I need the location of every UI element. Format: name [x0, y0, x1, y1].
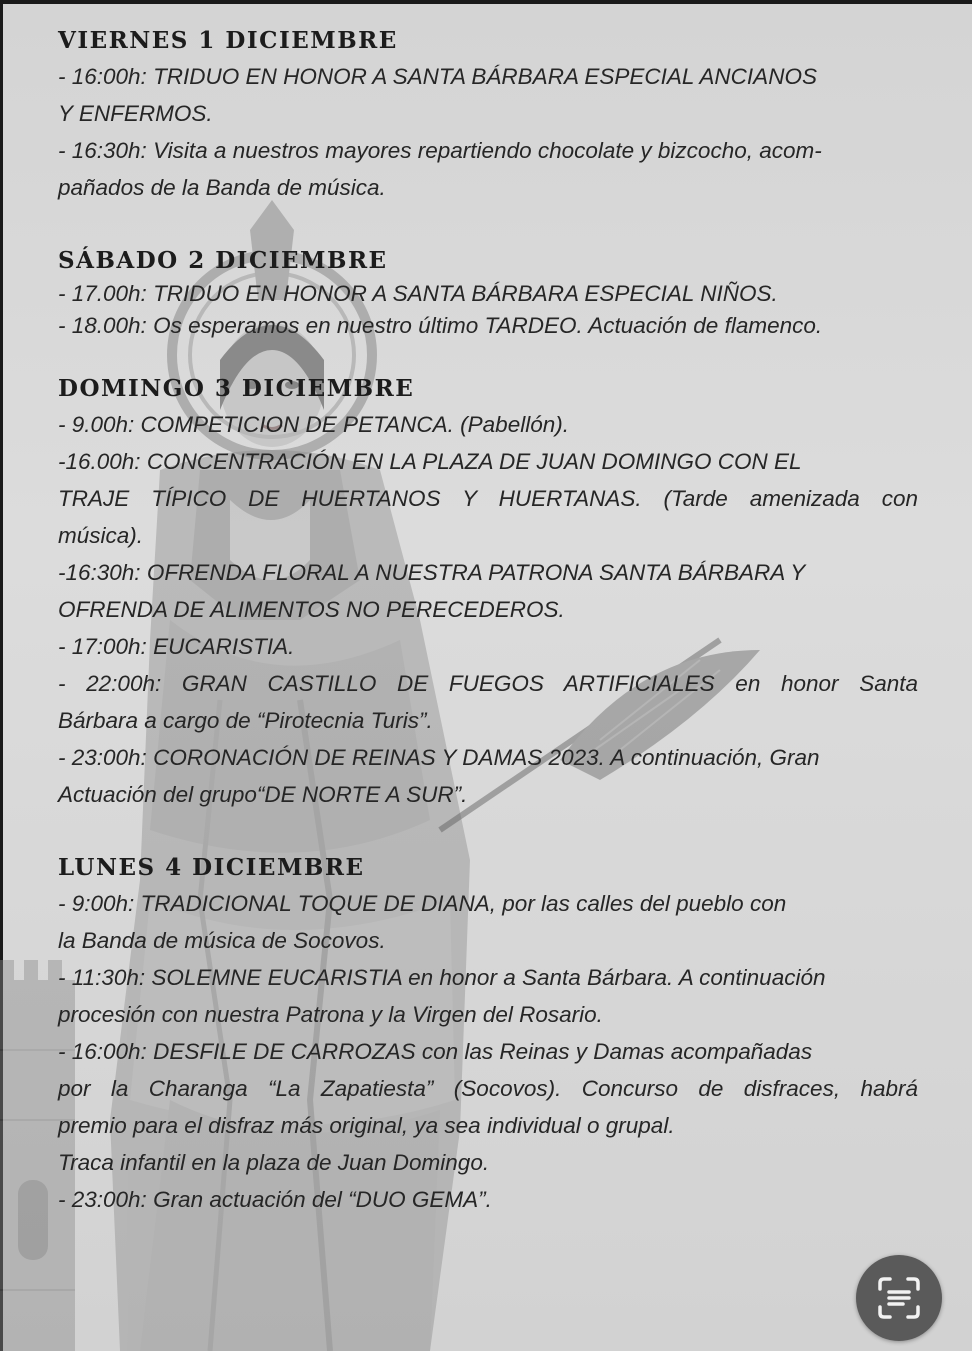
- event-line: - 9:00h: TRADICIONAL TOQUE DE DIANA, por las calles del pueblo con: [58, 891, 787, 916]
- event-line: por la Charanga “La Zapatiesta” (Socovos). Concurso de disfraces, habrá: [58, 1076, 918, 1101]
- event-line: - 16:00h: DESFILE DE CARROZAS con las Reinas y Damas acompañadas: [58, 1039, 813, 1064]
- event-line: Traca infantil en la plaza de Juan Domingo.: [58, 1150, 490, 1175]
- event-line: - 9.00h: COMPETICION DE PETANCA. (Pabellón).: [58, 412, 569, 437]
- event-line: Bárbara a cargo de “Pirotecnia Turis”.: [58, 708, 433, 733]
- program-content: [58, 24, 918, 1218]
- event-line: - 16:00h: TRIDUO EN HONOR A SANTA BÁRBARA ESPECIAL ANCIANOS: [58, 64, 817, 89]
- day-heading-saturday: SÁBADO 2 DICIEMBRE: [58, 247, 388, 274]
- event-line: - 16:30h: Visita a nuestros mayores repartiendo chocolate y bizcocho, acom-: [58, 138, 822, 163]
- day-heading-monday: LUNES 4 DICIEMBRE: [58, 854, 365, 881]
- event-line: música).: [58, 523, 144, 548]
- event-line: - 18.00h: Os esperamos en nuestro último TARDEO. Actuación de flamenco.: [58, 313, 823, 338]
- day-sunday: [58, 372, 918, 813]
- event-line: premio para el disfraz más original, ya sea individual o grupal.: [58, 1113, 675, 1138]
- event-line: OFRENDA DE ALIMENTOS NO PERECEDEROS.: [58, 597, 565, 622]
- event-line: - 22:00h: GRAN CASTILLO DE FUEGOS ARTIFICIALES en honor Santa: [58, 671, 918, 696]
- event-line: - 17:00h: EUCARISTIA.: [58, 634, 295, 659]
- event-line: -16.00h: CONCENTRACIÓN EN LA PLAZA DE JUAN DOMINGO CON EL: [58, 449, 802, 474]
- event-line: la Banda de música de Socovos.: [58, 928, 386, 953]
- event-line: - 23:00h: Gran actuación del “DUO GEMA”.: [58, 1187, 492, 1212]
- event-line: - 11:30h: SOLEMNE EUCARISTIA en honor a Santa Bárbara. A continuación: [58, 965, 826, 990]
- day-heading-sunday: DOMINGO 3 DICIEMBRE: [58, 375, 415, 402]
- scan-text-icon: [856, 1255, 942, 1341]
- day-saturday: [58, 244, 918, 342]
- scan-text-button[interactable]: [856, 1255, 942, 1341]
- event-line: TRAJE TÍPICO DE HUERTANOS Y HUERTANAS. (Tarde amenizada con: [58, 486, 918, 511]
- event-line: procesión con nuestra Patrona y la Virgen del Rosario.: [58, 1002, 603, 1027]
- event-line: - 17.00h: TRIDUO EN HONOR A SANTA BÁRBARA ESPECIAL NIÑOS.: [58, 281, 778, 306]
- event-line: Y ENFERMOS.: [58, 101, 213, 126]
- day-monday: [58, 851, 918, 1218]
- day-heading-friday: VIERNES 1 DICIEMBRE: [58, 27, 398, 54]
- event-line: pañados de la Banda de música.: [58, 175, 386, 200]
- day-friday: [58, 24, 918, 206]
- event-line: - 23:00h: CORONACIÓN DE REINAS Y DAMAS 2023. A continuación, Gran: [58, 745, 820, 770]
- event-line: Actuación del grupo“DE NORTE A SUR”.: [58, 782, 468, 807]
- event-line: -16:30h: OFRENDA FLORAL A NUESTRA PATRONA SANTA BÁRBARA Y: [58, 560, 806, 585]
